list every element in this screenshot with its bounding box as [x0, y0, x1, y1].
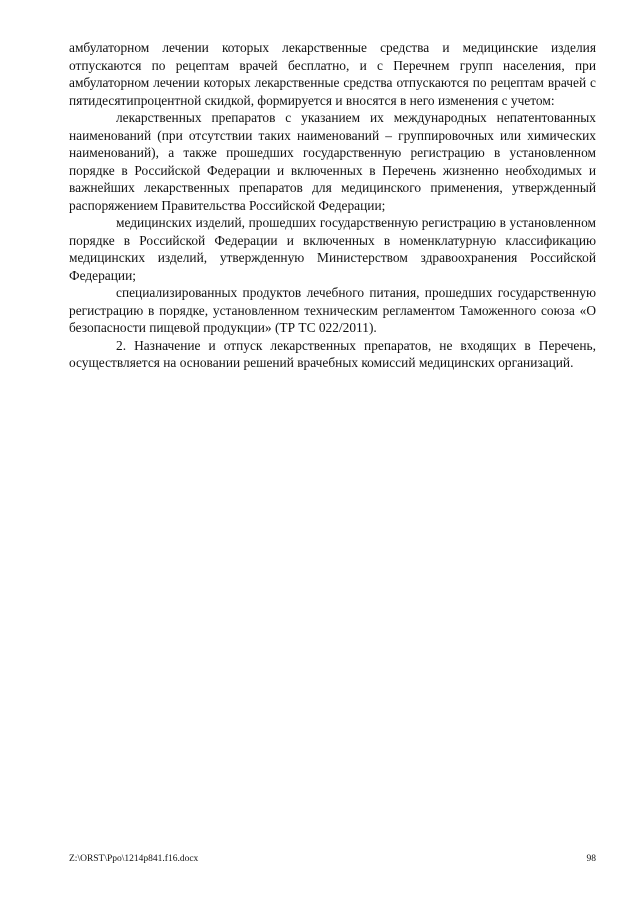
paragraph-item-2: 2. Назначение и отпуск лекарственных препаратов, не входящих в Перечень, осуществляется на основании решений врачебных комиссий медицинских организаций.: [69, 337, 596, 370]
paragraph-medicines: лекарственных препаратов с указанием их международных непатентованных наименований (при отсутствии таких наименований – группировочных или химических наименований), а также прошедших государственную регистрацию в установленном порядке в Российской Федерации и включенных в Перечень жизненно необходимых и важнейших лекарственных препаратов для медицинского применения, утвержденный распоряжением Правительства Российской Федерации;: [69, 110, 596, 213]
page-footer: [69, 853, 596, 865]
paragraph-continuation: амбулаторном лечении которых лекарственные средства и медицинские изделия отпускаются по рецептам врачей бесплатно, и с Перечнем групп населения, при амбулаторном лечении которых лекарственные средства отпускаются по рецептам врачей с пятидесятипроцентной скидкой, формируется и вносятся в него изменения с учетом:: [69, 40, 596, 108]
footer-page-number: 98: [586, 854, 596, 864]
paragraph-medical-devices: медицинских изделий, прошедших государственную регистрацию в установленном порядке в Российской Федерации и включенных в номенклатурную классификацию медицинских изделий, утвержденную Министерством здравоохранения Российской Федерации;: [69, 215, 596, 283]
paragraph-nutrition-products: специализированных продуктов лечебного питания, прошедших государственную регистрацию в порядке, установленном техническим регламентом Таможенного союза «О безопасности пищевой продукции» (ТР ТС 022/2011).: [69, 285, 596, 335]
footer-file-path: Z:\ORST\Ppo\1214p841.f16.docx: [69, 854, 199, 864]
document-body: [69, 39, 596, 372]
